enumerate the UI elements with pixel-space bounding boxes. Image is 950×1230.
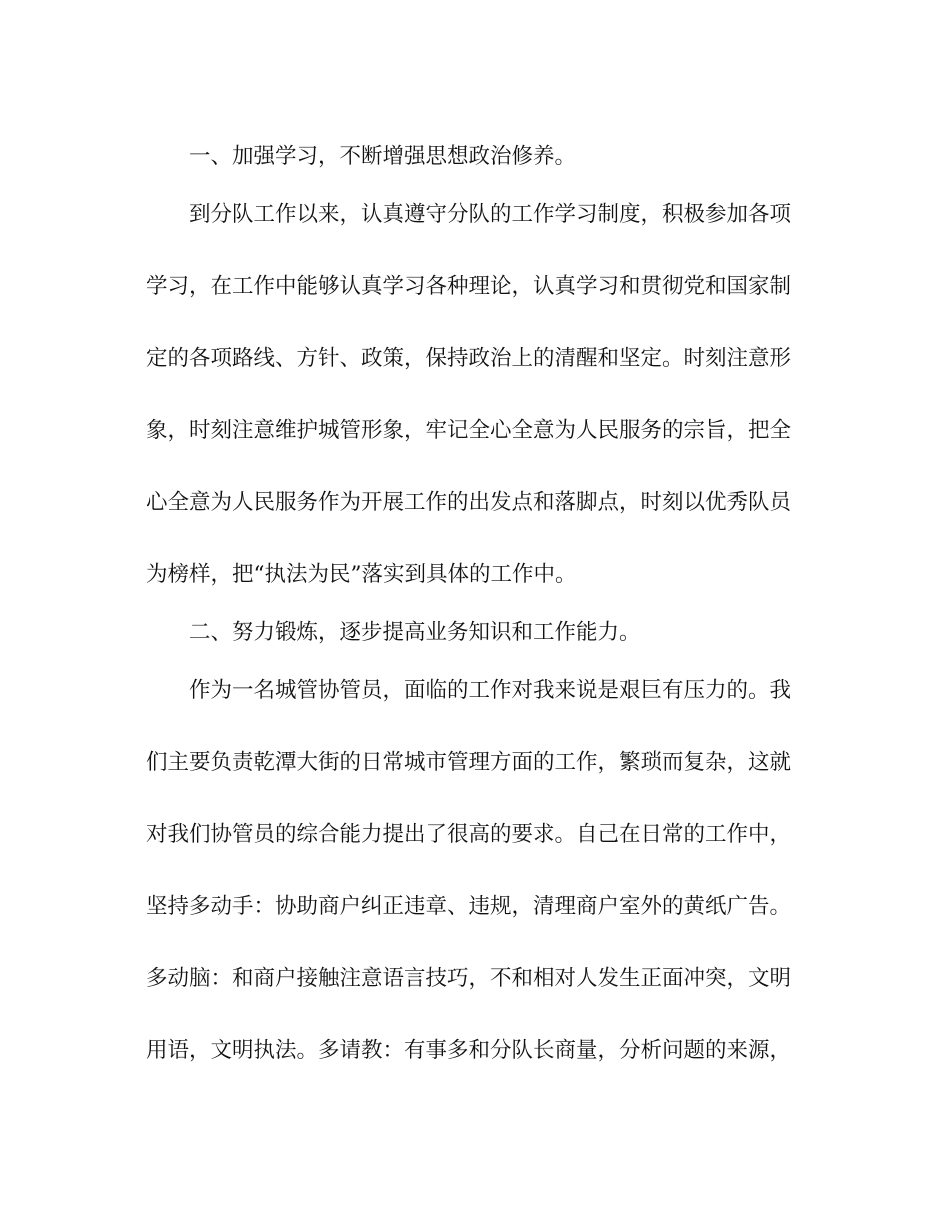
paragraph-line: 作为一名城管协管员，面临的工作对我来说是艰巨有压力的。我 [189, 678, 792, 703]
paragraph-line: 为榜样，把“执法为民”落实到具体的工作中。 [146, 562, 577, 587]
document-body [146, 139, 798, 1069]
paragraph-line: 用语，文明执法。多请教：有事多和分队长商量，分析问题的来源， [146, 1038, 792, 1063]
section-heading-2: 二、努力锻炼，逐步提高业务知识和工作能力。 [189, 620, 641, 645]
section-heading-1: 一、加强学习，不断增强思想政治修养。 [189, 144, 577, 169]
paragraph-line: 学习，在工作中能够认真学习各种理论，认真学习和贯彻党和国家制 [146, 274, 792, 299]
paragraph-line: 到分队工作以来，认真遵守分队的工作学习制度，积极参加各项 [189, 202, 792, 227]
paragraph-line: 对我们协管员的综合能力提出了很高的要求。自己在日常的工作中， [146, 822, 792, 847]
paragraph-line: 心全意为人民服务作为开展工作的出发点和落脚点，时刻以优秀队员 [146, 490, 792, 515]
paragraph-line: 坚持多动手：协助商户纠正违章、违规，清理商户室外的黄纸广告。 [146, 894, 792, 919]
paragraph-line: 定的各项路线、方针、政策，保持政治上的清醒和坚定。时刻注意形 [146, 346, 792, 371]
paragraph-line: 多动脑：和商户接触注意语言技巧，不和相对人发生正面冲突，文明 [146, 966, 792, 991]
paragraph-line: 们主要负责乾潭大街的日常城市管理方面的工作，繁琐而复杂，这就 [146, 750, 792, 775]
paragraph-line: 象，时刻注意维护城管形象，牢记全心全意为人民服务的宗旨，把全 [146, 418, 792, 443]
